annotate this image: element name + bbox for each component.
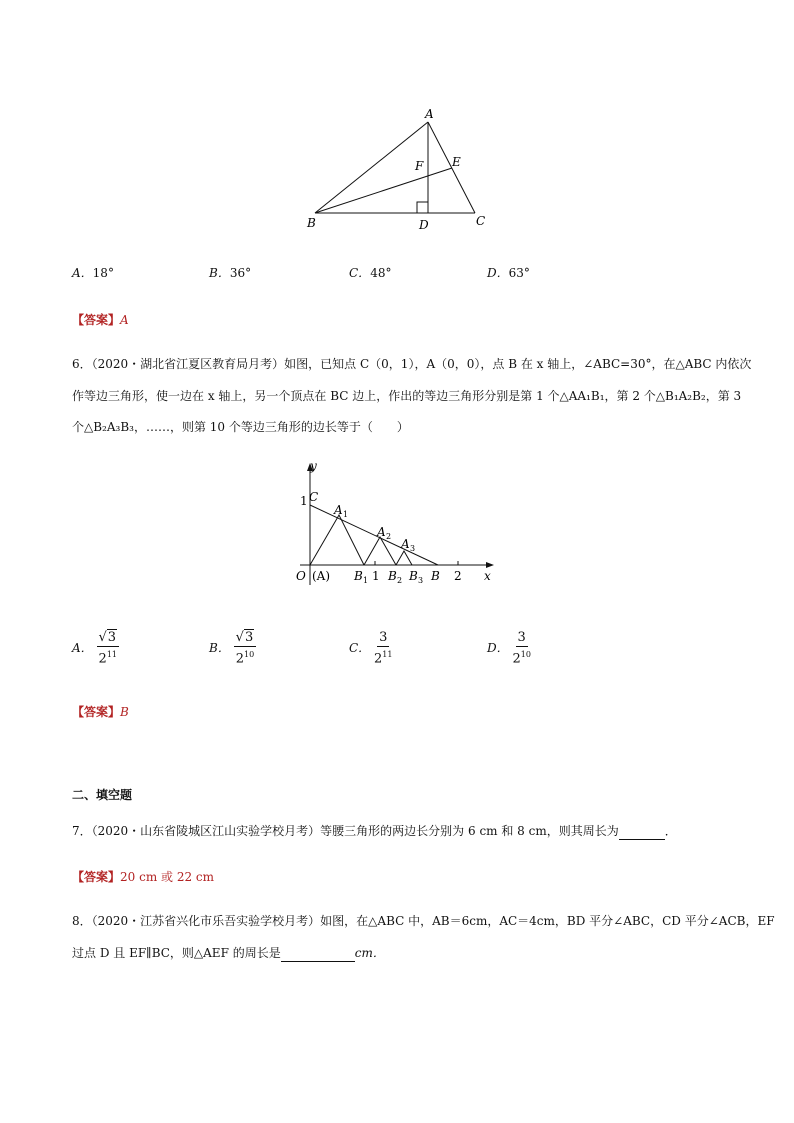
right-angle-mark bbox=[417, 202, 428, 213]
numerator: 3 bbox=[379, 630, 388, 645]
numerator bbox=[234, 630, 257, 647]
fraction bbox=[512, 630, 530, 667]
label-c: C bbox=[309, 490, 319, 504]
x-axis-arrow bbox=[486, 562, 494, 568]
coordinate-figure bbox=[290, 455, 510, 590]
q8-text-line-1: 8．（2020・江苏省兴化市乐吾实验学校月考）如图，在△ABC 中，AB＝6cm，AC＝4cm，BD 平分∠ABC，CD 平分∠ACB，EF bbox=[72, 914, 775, 928]
answer-value: A bbox=[120, 313, 129, 327]
q8-unit: cm． bbox=[354, 946, 385, 960]
line-bc bbox=[310, 505, 438, 565]
label-one-x: 1 bbox=[372, 569, 380, 583]
label-d: D bbox=[419, 218, 429, 232]
label-e: E bbox=[452, 155, 461, 169]
label-b2-sub: 2 bbox=[397, 576, 403, 585]
denominator: $2^{10}$ bbox=[512, 650, 531, 667]
q6-text-line-3: 个△B₂A₃B₃，……，则第 10 个等边三角形的边长等于（ ） bbox=[72, 420, 409, 434]
q5-option-a[interactable] bbox=[72, 264, 114, 281]
label-a-paren: (A) bbox=[312, 569, 331, 583]
section-title: 二、填空题 bbox=[72, 788, 133, 802]
numerator: 3 bbox=[517, 630, 526, 645]
q6-text-line-1: 6．（2020・湖北省江夏区教育局月考）如图，已知点 C（0，1），A（0，0），点 B 在 x 轴上，∠ABC=30°，在△ABC 内依次 bbox=[72, 357, 752, 371]
fraction bbox=[234, 630, 257, 667]
fraction bbox=[374, 630, 392, 667]
answer-value: 20 cm 或 22 cm bbox=[120, 870, 215, 884]
q5-option-d[interactable] bbox=[487, 264, 530, 281]
option-value: 63° bbox=[508, 266, 530, 280]
label-f: F bbox=[415, 159, 424, 173]
q6-option-a[interactable] bbox=[72, 630, 119, 667]
label-c: C bbox=[476, 214, 486, 228]
q6-answer bbox=[72, 703, 129, 721]
answer-label: 【答案】 bbox=[72, 313, 121, 327]
option-letter: B． bbox=[209, 641, 230, 656]
q5-answer bbox=[72, 311, 129, 329]
option-letter: D． bbox=[487, 266, 509, 280]
triangle-figure bbox=[290, 100, 510, 240]
q5-option-b[interactable] bbox=[209, 264, 251, 281]
label-b1-sub: 1 bbox=[363, 576, 369, 585]
label-a3-sub: 3 bbox=[410, 544, 416, 553]
q6-option-d[interactable] bbox=[487, 630, 531, 667]
q5-option-c[interactable] bbox=[349, 264, 391, 281]
label-a2-sub: 2 bbox=[386, 532, 392, 541]
q7-answer bbox=[72, 868, 214, 886]
denominator: $2^{11}$ bbox=[374, 650, 393, 667]
option-value: 48° bbox=[370, 266, 392, 280]
q6-text-line-2: 作等边三角形，使一边在 x 轴上，另一个顶点在 BC 边上，作出的等边三角形分别是第 1 个△AA₁B₁，第 2 个△B₁A₂B₂，第 3 bbox=[72, 389, 742, 403]
option-letter: B． bbox=[209, 266, 230, 280]
label-a3: A bbox=[401, 537, 410, 551]
triangle-1 bbox=[310, 515, 364, 565]
q8-question: 过点 D 且 EF∥BC，则△AEF 的周长是 bbox=[72, 946, 281, 960]
label-y: y bbox=[310, 459, 317, 473]
fraction bbox=[97, 630, 120, 667]
label-x: x bbox=[484, 569, 491, 583]
option-letter: A． bbox=[72, 266, 93, 280]
segment-be bbox=[315, 168, 452, 213]
option-letter: C． bbox=[349, 641, 371, 656]
triangle-2 bbox=[364, 537, 396, 565]
label-b1: B bbox=[354, 569, 363, 583]
denominator: $2^{11}$ bbox=[98, 650, 118, 667]
label-b: B bbox=[307, 216, 316, 230]
label-b3-sub: 3 bbox=[418, 576, 424, 585]
option-value: 18° bbox=[92, 266, 114, 280]
label-o: O bbox=[296, 569, 306, 583]
q7-question: 7．（2020・山东省陵城区江山实验学校月考）等腰三角形的两边长分别为 6 cm 和 8 cm，则其周长为 bbox=[72, 824, 619, 838]
label-two: 2 bbox=[454, 569, 462, 583]
label-a: A bbox=[425, 107, 434, 121]
label-one-y: 1 bbox=[300, 494, 308, 508]
q6-option-c[interactable] bbox=[349, 630, 392, 667]
numerator bbox=[97, 630, 120, 647]
denominator: $2^{10}$ bbox=[235, 650, 255, 667]
triangle-3 bbox=[396, 551, 412, 565]
option-letter: D． bbox=[487, 641, 509, 656]
option-value: 36° bbox=[229, 266, 252, 280]
answer-value: B bbox=[120, 705, 129, 719]
answer-label: 【答案】 bbox=[72, 705, 121, 719]
sqrt-symbol: √3 bbox=[235, 630, 254, 645]
q7-blank[interactable] bbox=[619, 839, 665, 840]
label-a2: A bbox=[377, 525, 386, 539]
answer-label: 【答案】 bbox=[72, 870, 121, 884]
label-a1: A bbox=[334, 503, 343, 517]
q6-option-b[interactable] bbox=[209, 630, 256, 667]
q8-text-line-2 bbox=[72, 944, 385, 962]
option-letter: C． bbox=[349, 266, 371, 280]
sqrt-symbol: √3 bbox=[98, 630, 117, 645]
label-b2: B bbox=[388, 569, 397, 583]
label-a1-sub: 1 bbox=[343, 510, 349, 519]
side-ab bbox=[315, 122, 428, 213]
q7-text bbox=[72, 822, 677, 840]
label-b: B bbox=[431, 569, 440, 583]
option-letter: A． bbox=[72, 641, 93, 656]
q7-end: ． bbox=[664, 824, 677, 838]
label-b3: B bbox=[409, 569, 418, 583]
q8-blank[interactable] bbox=[281, 961, 355, 962]
